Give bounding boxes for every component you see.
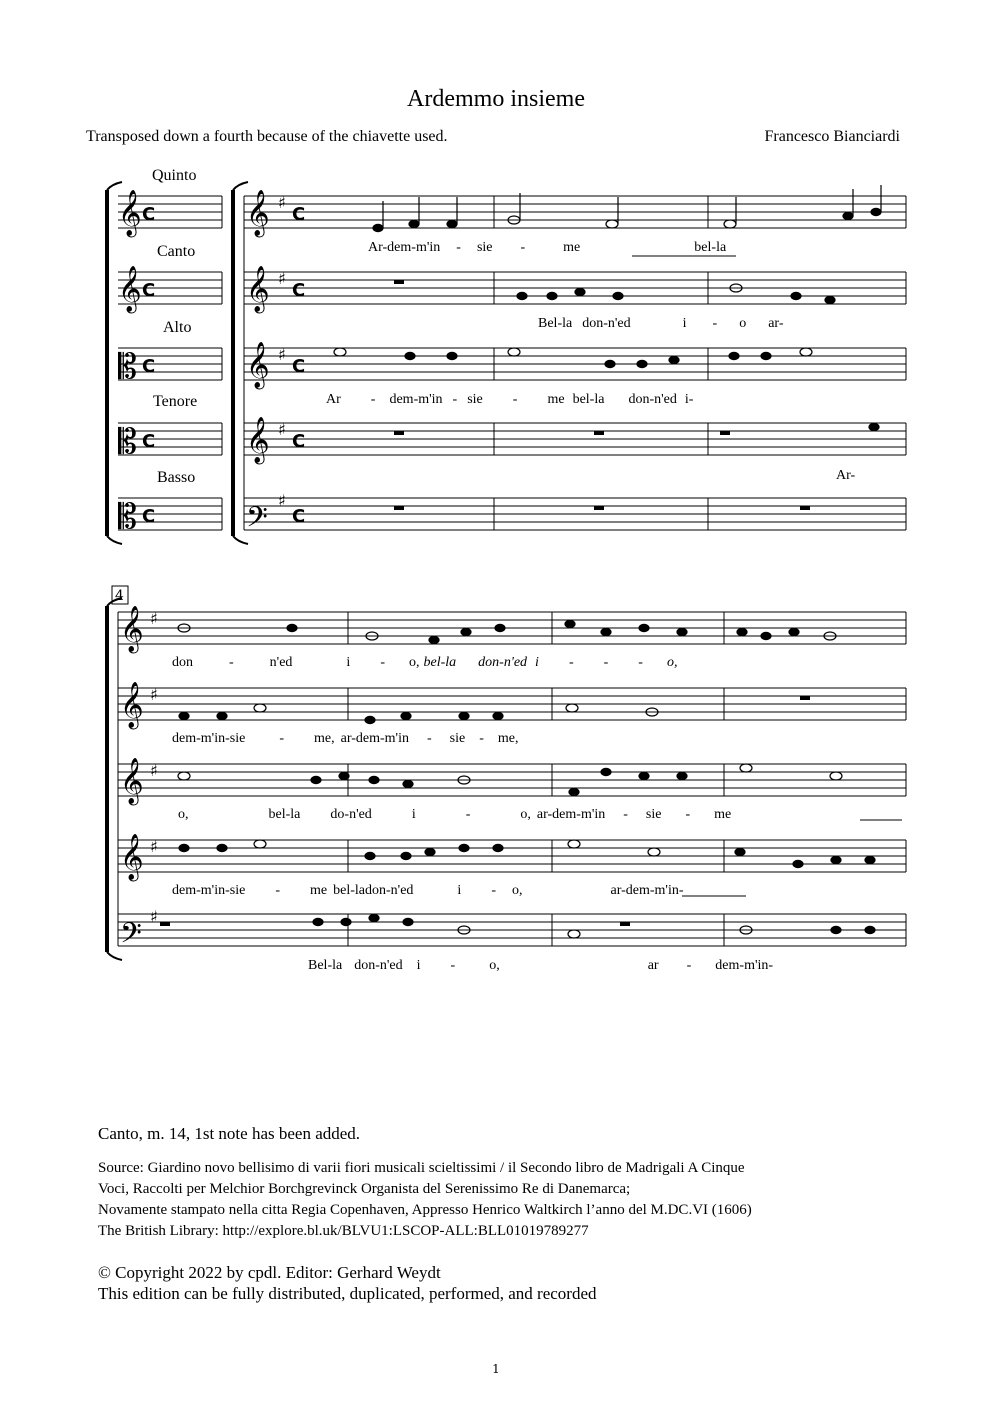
svg-text:C: C [292,280,306,301]
svg-text:𝄞: 𝄞 [118,190,142,236]
svg-text:𝄢: 𝄢 [246,501,268,541]
svg-text:𝄞: 𝄞 [246,342,270,388]
lyrics-alto-1: Ar - dem-m'in - sie - me bel-la don-n'ed i- [326,392,694,407]
voice-name-canto: Canto [157,243,196,260]
lyrics-canto-2: dem-m'in-sie - me, ar-dem-m'in - sie - me, [172,731,519,746]
svg-text:𝄞: 𝄞 [246,190,270,236]
lyrics-quinto-1: Ar-dem-m'in - sie - me bel-la [368,240,727,255]
svg-text:♯: ♯ [278,345,286,364]
license-line: This edition can be fully distributed, duplicated, performed, and recorded [98,1284,597,1303]
source-line: The British Library: http://explore.bl.uk/BLVU1:LSCOP-ALL:BLL01019789277 [98,1223,589,1239]
svg-text:C: C [142,280,156,301]
lyrics-basso-2: Bel-la don-n'ed i - o, ar - dem-m'in- [308,958,774,973]
lyrics-tenore-1: Ar- [836,468,856,483]
lyrics-canto-1: Bel-la don-n'ed i - o ar- [538,316,784,331]
svg-text:𝄞: 𝄞 [120,682,144,728]
source-line: Source: Giardino novo bellisimo di varii fiori musicali scieltissimi / il Secondo libro de Madrigali A Cinque [98,1160,745,1176]
measure-number: 4 [115,588,124,604]
transposition-note: Transposed down a fourth because of the chiavette used. [86,128,448,145]
svg-text:♯: ♯ [278,420,286,439]
source-line: Voci, Raccolti per Melchior Borchgrevinck Organista del Serenissimo Re di Danemarca; [98,1181,631,1197]
svg-text:♯: ♯ [278,269,286,288]
svg-text:𝄢: 𝄢 [120,917,142,957]
source-info [98,1158,752,1242]
lyrics-quinto-2: don - n'ed i - o, bel-la don-n'ed i - - - o, [172,655,678,670]
page-title: Ardemmo insieme [407,86,585,112]
voice-name-basso: Basso [157,469,196,486]
editorial-note: Canto, m. 14, 1st note has been added. [98,1124,361,1143]
svg-text:C: C [292,506,306,527]
svg-text:C: C [292,204,306,225]
svg-text:𝄡: 𝄡 [118,422,137,462]
svg-text:♯: ♯ [150,609,158,628]
svg-text:♯: ♯ [278,491,286,510]
svg-text:C: C [142,506,156,527]
svg-text:𝄡: 𝄡 [118,347,137,387]
svg-text:𝄞: 𝄞 [120,834,144,880]
voice-name-tenore: Tenore [153,393,198,410]
composer-name: Francesco Bianciardi [764,128,900,145]
svg-text:𝄡: 𝄡 [118,497,137,537]
svg-text:♯: ♯ [150,685,158,704]
svg-text:C: C [142,204,156,225]
svg-text:♯: ♯ [150,907,158,926]
source-line: Novamente stampato nella citta Regia Copenhaven, Appresso Henrico Waltkirch l’anno del M.DC.VI (1606) [98,1202,752,1218]
svg-text:𝄞: 𝄞 [118,266,142,312]
svg-text:♯: ♯ [278,193,286,212]
svg-text:C: C [292,356,306,377]
svg-text:C: C [292,431,306,452]
lyrics-alto-2: o, bel-la do-n'ed i - o, ar-dem-m'in - sie - me [178,807,732,822]
voice-name-alto: Alto [163,319,192,336]
svg-text:𝄞: 𝄞 [246,266,270,312]
voice-name-quinto: Quinto [152,167,197,184]
svg-text:C: C [142,431,156,452]
svg-text:C: C [142,356,156,377]
svg-text:♯: ♯ [150,837,158,856]
svg-text:𝄞: 𝄞 [120,606,144,652]
svg-text:𝄞: 𝄞 [246,417,270,463]
svg-text:♯: ♯ [150,761,158,780]
lyrics-tenore-2: dem-m'in-sie - me bel-ladon-n'ed i - o, ar-dem-m'in- [172,883,684,898]
page-number: 1 [492,1362,500,1376]
copyright-line: © Copyright 2022 by cpdl. Editor: Gerhard Weydt [98,1263,441,1282]
copyright-info [98,1262,597,1304]
svg-text:𝄞: 𝄞 [120,758,144,804]
